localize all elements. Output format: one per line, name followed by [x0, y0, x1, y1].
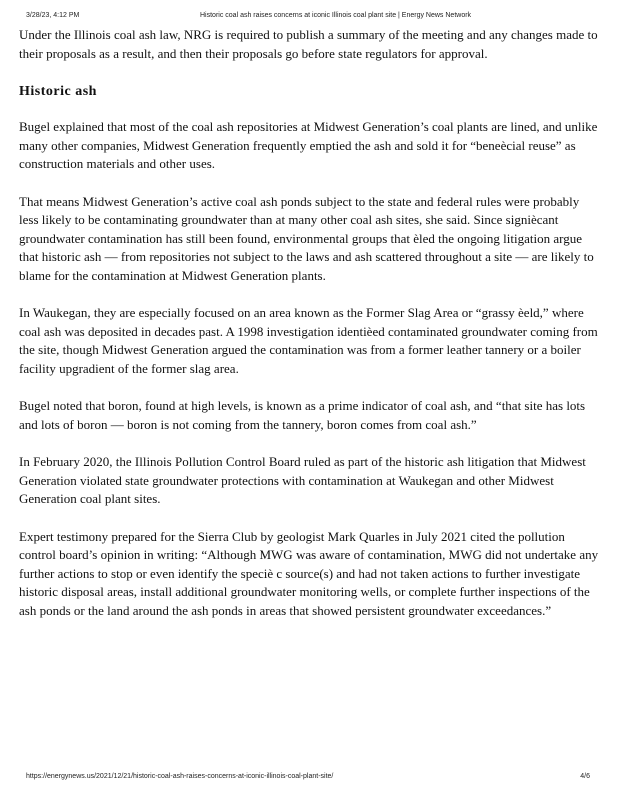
paragraph-expert-testimony: Expert testimony prepared for the Sierra Club by geologist Mark Quarles in July 2021 cited the pollution control board’s opinion in writing: “Although MWG was aware of contamination, MWG did not undertake any further actions to stop or even identify the speciè c source(s) and had not taken actions to further investigate historic disposal areas, install additional groundwater monitoring wells, or complete further inspections of the ash ponds or the land around the ash ponds in areas that showed persistent groundwater exceedances.” — [19, 528, 599, 618]
paragraph-ash-law: Under the Illinois coal ash law, NRG is required to publish a summary of the meeting and any changes made to their proposals as a result, and then their proposals go before state regulators for approval. — [19, 27, 598, 61]
print-page-title: Historic coal ash raises concerns at iconic Illinois coal plant site | Energy News Network — [200, 12, 472, 19]
paragraph-boron: Bugel noted that boron, found at high levels, is known as a prime indicator of coal ash, and “that site has lots and lots of boron — boron is not coming from the tannery, boron comes from coal ash.” — [19, 398, 586, 432]
paragraph-active-ponds: That means Midwest Generation’s active coal ash ponds subject to the state and federal rules were probably less likely to be contaminating groundwater than at many other coal ash sites, she said. Since signiècant groundwater contamination has still been found, environmental groups that èled the ongoing litigation argue that historic ash — from repositories not subject to the laws and ash scattered throughout a site — are likely to blame for the contamination at Midwest Generation plants. — [19, 193, 594, 283]
article-body — [19, 26, 601, 639]
section-heading: Historic ash — [19, 84, 97, 99]
print-datetime: 3/28/23, 4:12 PM — [26, 12, 80, 19]
page-number: 4/6 — [580, 773, 590, 780]
print-url: https://energynews.us/2021/12/21/historic-coal-ash-raises-concerns-at-iconic-illinois-coal-plant-site/ — [26, 773, 334, 780]
paragraph-bugel-repositories: Bugel explained that most of the coal ash repositories at Midwest Generation’s coal plants are lined, and unlike many other companies, Midwest Generation frequently emptied the ash and sold it for “beneècial reuse” as construction materials and other uses. — [19, 119, 598, 171]
paragraph-pollution-board-ruling: In February 2020, the Illinois Pollution Control Board ruled as part of the historic ash litigation that Midwest Generation violated state groundwater protections with contamination at Waukegan and other Midwest Generation coal plant sites. — [19, 454, 586, 506]
print-footer — [0, 773, 618, 785]
print-header — [0, 12, 618, 26]
paragraph-waukegan-slag: In Waukegan, they are especially focused on an area known as the Former Slag Area or “grassy èeld,” where coal ash was deposited in decades past. A 1998 investigation identièed contaminated groundwater coming from the site, though Midwest Generation argued the contamination was from a former leather tannery or a boiler facility upgradient of the former slag area. — [19, 305, 598, 376]
